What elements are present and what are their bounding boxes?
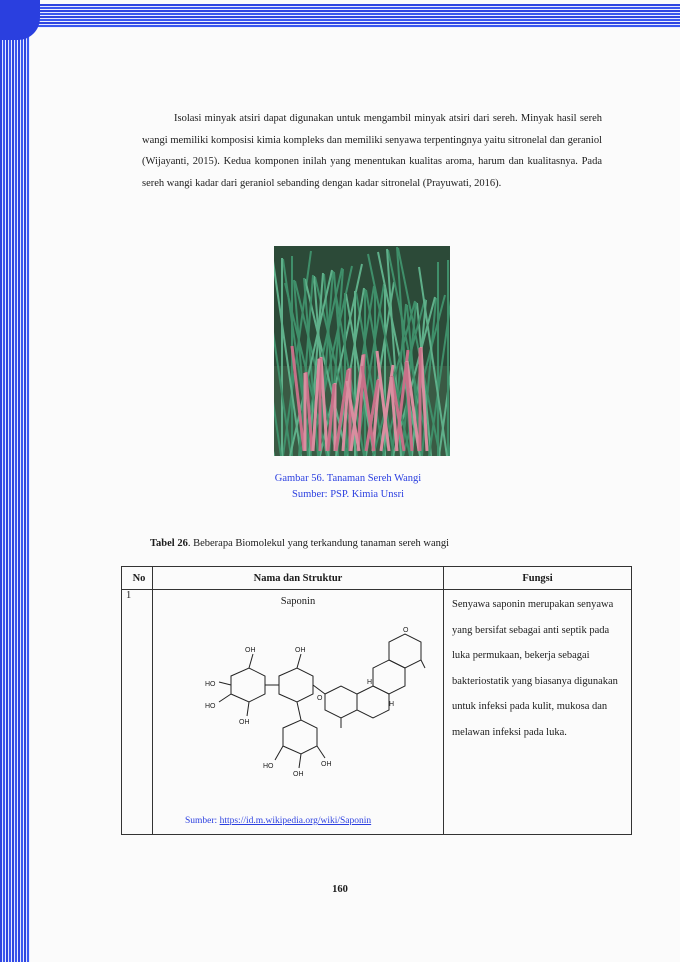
table-row: [122, 590, 632, 835]
corner-decoration: [0, 0, 40, 40]
figure-source: Sumber: PSP. Kimia Unsri: [291, 489, 404, 500]
h-label: H: [367, 679, 373, 686]
o-label: O: [403, 627, 409, 634]
ho-label: HO: [205, 681, 216, 688]
table-title-text: . Beberapa Biomolekul yang terkandung tanaman sereh wangi: [187, 538, 450, 549]
row-function: Senyawa saponin merupakan senyawa yang bersifat sebagai anti septik pada luka permukaan, bekerja sebagai bakteriostatik yang biasanya digunakan untuk infeksi pada kulit, mukosa dan melawan infeksi pada luka.: [444, 590, 632, 835]
structure-source: [185, 816, 371, 826]
ho-label: HO: [263, 763, 274, 770]
row-no: 1: [122, 590, 153, 835]
paragraph-text: Isolasi minyak atsiri dapat digunakan untuk mengambil minyak atsiri dari sereh. Minyak hasil sereh wangi memiliki komposisi kimia kompleks dan memiliki senyawa terpentingnya yaitu sitronelal dan geraniol (Wijayanti, 2015). Kedua komponen inilah yang menentukan kualitas aroma, harum dan kualitasnya. Pada sereh wangi kadar dari geraniol sebanding dengan kadar sitronelal (Prayuwati, 2016).: [142, 113, 602, 189]
figure-caption: Gambar 56. Tanaman Sereh Wangi: [274, 473, 422, 484]
header-name: Nama dan Struktur: [153, 567, 444, 590]
header-function: Fungsi: [444, 567, 632, 590]
left-border-decoration: [0, 0, 30, 962]
top-border-decoration: [0, 4, 680, 28]
source-label: Sumber:: [185, 816, 220, 826]
header-no: No: [122, 567, 153, 590]
table-title: [150, 538, 449, 549]
table-header-row: [122, 567, 632, 590]
lemongrass-photo: [274, 246, 450, 456]
compound-name: Saponin: [280, 596, 316, 607]
oh-label: OH: [321, 761, 332, 768]
body-paragraph: [142, 108, 602, 194]
table-number: Tabel 26: [150, 538, 188, 549]
o-label: O: [317, 695, 323, 702]
biomolecule-table: [121, 566, 632, 835]
page-number: 160: [332, 884, 348, 895]
oh-label: OH: [295, 647, 306, 654]
row-name-structure: [153, 590, 444, 835]
saponin-structure-diagram: [179, 624, 427, 808]
oh-label: OH: [293, 771, 304, 778]
source-link[interactable]: https://id.m.wikipedia.org/wiki/Saponin: [219, 816, 372, 826]
oh-label: OH: [245, 647, 256, 654]
h-label: H: [389, 701, 395, 708]
ho-label: HO: [205, 703, 216, 710]
oh-label: OH: [239, 719, 250, 726]
